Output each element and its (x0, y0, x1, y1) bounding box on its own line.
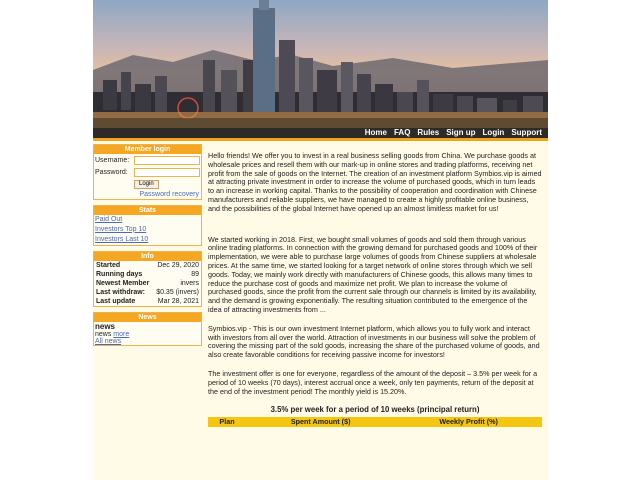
plan-header-plan: Plan (208, 417, 246, 427)
login-button[interactable]: Login (134, 180, 159, 189)
info-row: Last withdraw: $0.35 (invers) (96, 288, 199, 296)
nav-support[interactable]: Support (511, 128, 542, 137)
nav-faq[interactable]: FAQ (393, 128, 411, 137)
info-row: Newest Member invers (96, 279, 199, 287)
info-row: Last update Mar 28, 2021 (96, 297, 199, 305)
intro-paragraph: Hello friends! We offer you to invest in a real business selling goods from China. We purchase goods at wholesale prices and resell them with our mark-up in online stores and trading platforms, receiving net profit from the sale of goods on the Internet. The creation of an investment platform Symbios.vip is aimed at attracting private investment in order to increase the volume of purchased goods, which in turn leads to an increase in working capital. Thanks to the possibility of cooperation and coordination with Chinese manufacturers and reliable suppliers, we have managed to create a highly profitable online business, and the possibilities of the global Internet have opened up an almost limitless market for us! (208, 151, 542, 213)
all-news-link[interactable]: All news (95, 337, 122, 345)
sidebar (93, 144, 202, 351)
news-heading: news (95, 321, 116, 331)
page-container (93, 0, 548, 480)
stats-link-last-10[interactable]: Investors Last 10 (95, 235, 149, 243)
news-title: News (94, 313, 201, 322)
platform-paragraph: Symbios.vip - This is our own investment Internet platform, which allows you to fully work and interact with investors from all over the world. Attraction of investments in our business will solve the problem of covering the missing part of the sold goods, increasing the share of the purchased volume of goods, and also create favorable conditions for receiving passive income for investors! (208, 323, 540, 360)
news-box (93, 312, 202, 346)
username-label: Username: (95, 156, 130, 164)
password-input[interactable] (134, 168, 200, 177)
nav-signup[interactable]: Sign up (446, 128, 476, 137)
password-recovery-link[interactable]: Password recovery (139, 190, 199, 198)
accent-divider (93, 138, 548, 141)
member-login-title: Member login (94, 145, 201, 154)
history-paragraph: We started working in 2018. First, we bought small volumes of goods and sold them through various online trading platforms. In connection with the growing demand for purchased goods and 100% of their implementation, we were able to purchase large volumes of goods from Chinese suppliers at wholesale prices. At the same time, we started looking for a target network of online stores through which we sell goods. Today, we mainly work directly with manufacturers of Chinese goods, this allows many times to reduce the purchase cost of goods and maximize net profit. We plan to increase the volume of purchased goods, since the profit from the current sale through our channels is limited by its availability, and the demand is growing exponentially. The resulting situation contributed to the emergence of the idea of attracting investments from ... (208, 234, 538, 314)
stats-box (93, 205, 202, 246)
top-navigation (93, 128, 548, 138)
nav-rules[interactable]: Rules (417, 128, 440, 137)
news-more-link[interactable]: more (113, 330, 130, 338)
member-login-box (93, 144, 202, 200)
news-line: news more (95, 330, 130, 338)
plan-title: 3.5% per week for a period of 10 weeks (principal return) (270, 405, 480, 415)
nav-login[interactable]: Login (482, 128, 505, 137)
skyline-illustration (93, 0, 548, 128)
stats-link-top-10[interactable]: Investors Top 10 (95, 225, 147, 233)
offer-paragraph: The investment offer is one for everyone, regardless of the amount of the deposit – 3.5% per week for a period of 10 weeks (70 days), interest accrual once a week, only ten payments, return of the deposit at the end of the investment period! The monthly yield is 15.20%. (208, 368, 538, 396)
stats-link-paid-out[interactable]: Paid Out (95, 215, 123, 223)
info-row: Running days 89 (96, 270, 199, 278)
info-box (93, 251, 202, 307)
header-banner (93, 0, 548, 128)
stats-title: Stats (94, 206, 201, 215)
main-content (208, 152, 542, 427)
username-input[interactable] (134, 156, 200, 165)
plan-header-profit: Weekly Profit (%) (395, 417, 542, 427)
info-title: Info (94, 252, 201, 261)
info-row: Started Dec 29, 2020 (96, 261, 199, 269)
password-label: Password: (95, 168, 128, 176)
plans-table (208, 417, 542, 427)
nav-home[interactable]: Home (364, 128, 387, 137)
plan-header-amount: Spent Amount ($) (246, 417, 395, 427)
